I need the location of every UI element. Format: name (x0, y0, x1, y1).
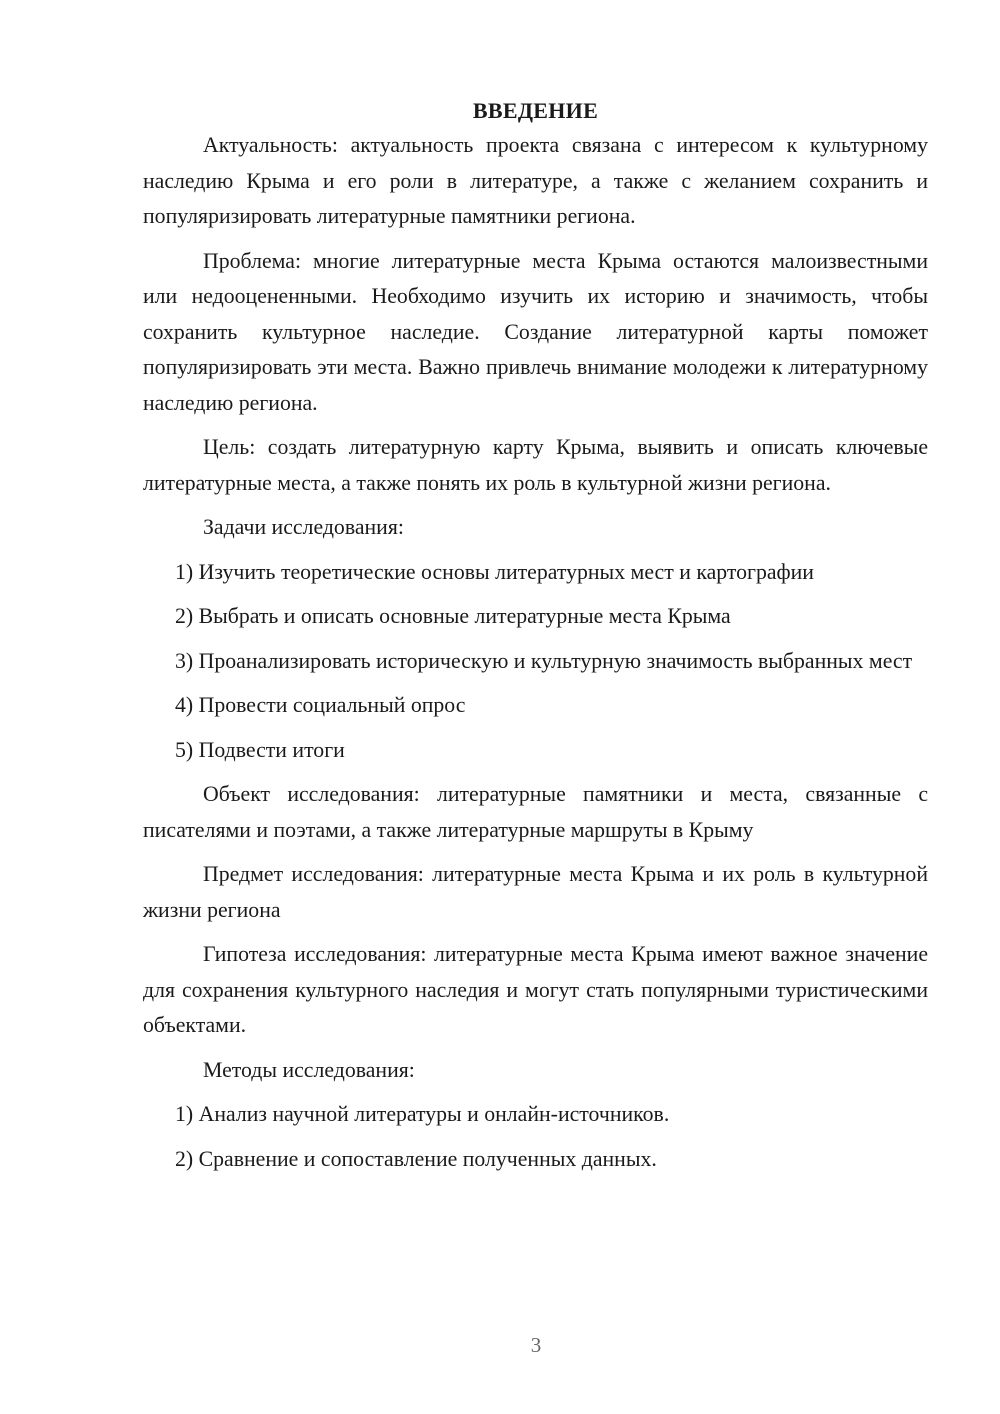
page-number: 3 (530, 1333, 542, 1357)
tasks-heading: Задачи исследования: (203, 515, 404, 539)
task-item: 3) Проанализировать историческую и культурную значимость выбранных мест (175, 648, 913, 673)
method-item: 2) Сравнение и сопоставление полученных данных. (175, 1146, 657, 1171)
task-item: 2) Выбрать и описать основные литературные места Крыма (175, 604, 731, 628)
paragraph-goal: Цель: создать литературную карту Крыма, выявить и описать ключевые литературные места, а также понять их роль в культурной жизни региона. (143, 435, 928, 495)
task-item: 4) Провести социальный опрос (175, 693, 466, 717)
paragraph-relevance: Актуальность: актуальность проекта связана с интересом к культурному наследию Крыма и его роли в литературе, а также с желанием сохранить и популяризировать литературные памятники региона. (143, 133, 928, 228)
method-item: 1) Анализ научной литературы и онлайн-источников. (175, 1102, 670, 1126)
document-page (143, 94, 928, 1177)
task-item: 5) Подвести итоги (175, 737, 345, 762)
paragraph-subject: Предмет исследования: литературные места Крыма и их роль в культурной жизни региона (143, 862, 928, 922)
task-item: 1) Изучить теоретические основы литературных мест и картографии (175, 559, 814, 584)
paragraph-problem: Проблема: многие литературные места Крыма остаются малоизвестными или недооцененными. Необходимо изучить их историю и значимость, чтобы сохранить культурное наследие. Создание литературной карты поможет популяризировать эти места. Важно привлечь внимание молодежи к литературному наследию региона. (143, 248, 928, 415)
methods-heading: Методы исследования: (203, 1057, 415, 1082)
section-title: ВВЕДЕНИЕ (472, 98, 599, 123)
paragraph-object: Объект исследования: литературные памятники и места, связанные с писателями и поэтами, а также литературные маршруты в Крыму (143, 782, 928, 842)
paragraph-hypothesis: Гипотеза исследования: литературные места Крыма имеют важное значение для сохранения культурного наследия и могут стать популярными туристическими объектами. (143, 942, 928, 1037)
